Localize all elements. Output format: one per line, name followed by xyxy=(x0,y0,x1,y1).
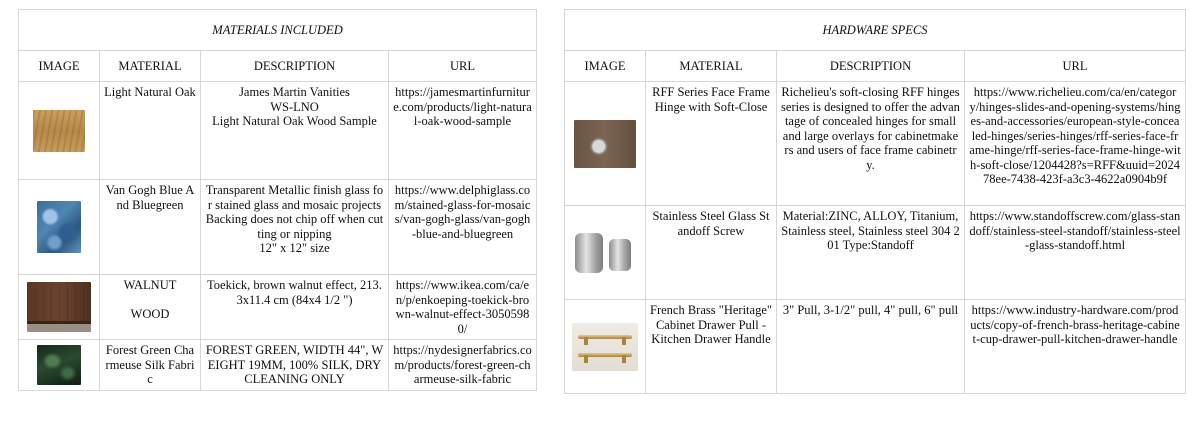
column-header-url: URL xyxy=(389,51,537,82)
walnut-toekick-swatch xyxy=(27,282,91,332)
url-link[interactable]: https://www.ikea.com/ca/en/p/enkoeping-toekick-brown-walnut-effect-30505980/ xyxy=(389,275,537,340)
material-cell: WALNUT WOOD xyxy=(100,275,201,340)
materials-included-table xyxy=(18,9,537,391)
column-header-material: MATERIAL xyxy=(100,51,201,82)
description-cell: Transparent Metallic finish glass for stained glass and mosaic projects Backing does not chip off when cutting or nipping 12" x 12" size xyxy=(201,180,389,275)
description-cell: 3" Pull, 3-1/2" pull, 4" pull, 6" pull xyxy=(777,300,965,394)
face-frame-hinge-photo xyxy=(574,120,636,168)
table-row xyxy=(565,300,1186,394)
material-cell: RFF Series Face Frame Hinge with Soft-Close xyxy=(646,82,777,206)
table-row xyxy=(19,180,537,275)
table-title: MATERIALS INCLUDED xyxy=(19,10,537,51)
url-link[interactable]: https://www.standoffscrew.com/glass-standoff/stainless-steel-standoff/stainless-steel-glass-standoff.html xyxy=(965,206,1186,300)
forest-green-silk-swatch xyxy=(37,345,81,385)
table-row xyxy=(19,275,537,340)
description-cell: Material:ZINC, ALLOY, Titanium, Stainless steel, Stainless steel 304 201 Type:Standoff xyxy=(777,206,965,300)
description-cell: Richelieu's soft-closing RFF hinges series is designed to offer the advantage of concealed hinges for small and large overlays for cabinetmakers and users of face frame cabinetry. xyxy=(777,82,965,206)
url-link[interactable]: https://nydesignerfabrics.com/products/forest-green-charmeuse-silk-fabric xyxy=(389,340,537,391)
material-cell: Van Gogh Blue And Bluegreen xyxy=(100,180,201,275)
material-cell: French Brass "Heritage" Cabinet Drawer Pull - Kitchen Drawer Handle xyxy=(646,300,777,394)
column-header-description: DESCRIPTION xyxy=(201,51,389,82)
table-title: HARDWARE SPECS xyxy=(565,10,1186,51)
material-cell: Forest Green Charmeuse Silk Fabric xyxy=(100,340,201,391)
table-row xyxy=(565,82,1186,206)
column-header-description: DESCRIPTION xyxy=(777,51,965,82)
table-row xyxy=(19,340,537,391)
standoff-screw-photo xyxy=(571,225,639,281)
brass-drawer-pull-photo xyxy=(572,323,638,371)
light-natural-oak-swatch xyxy=(33,110,85,152)
description-cell: Toekick, brown walnut effect, 213.3x11.4 cm (84x4 1/2 ") xyxy=(201,275,389,340)
material-cell: Stainless Steel Glass Standoff Screw xyxy=(646,206,777,300)
column-header-url: URL xyxy=(965,51,1186,82)
description-cell: James Martin Vanities WS-LNO Light Natural Oak Wood Sample xyxy=(201,82,389,180)
url-link[interactable]: https://www.richelieu.com/ca/en/category/hinges-slides-and-opening-systems/hinges-and-accessories/european-style-concealed-hinges/series-hinges/rff-series-face-frame-hinge/rff-series-face-frame-hinge-with-soft-close/1204428?s=RFF&uuid=202478ee-7438-423f-a3c3-4622a0904b9f xyxy=(965,82,1186,206)
material-cell: Light Natural Oak xyxy=(100,82,201,180)
description-cell: FOREST GREEN, WIDTH 44", WEIGHT 19MM, 100% SILK, DRY CLEANING ONLY xyxy=(201,340,389,391)
url-link[interactable]: https://www.industry-hardware.com/products/copy-of-french-brass-heritage-cabinet-cup-drawer-pull-kitchen-drawer-handle xyxy=(965,300,1186,394)
url-link[interactable]: https://www.delphiglass.com/stained-glass-for-mosaics/van-gogh-glass/van-gogh-blue-and-bluegreen xyxy=(389,180,537,275)
column-header-image: IMAGE xyxy=(19,51,100,82)
van-gogh-glass-swatch xyxy=(37,201,81,253)
column-header-image: IMAGE xyxy=(565,51,646,82)
hardware-specs-table xyxy=(564,9,1186,394)
table-row xyxy=(565,206,1186,300)
url-link[interactable]: https://jamesmartinfurniture.com/products/light-natural-oak-wood-sample xyxy=(389,82,537,180)
table-row xyxy=(19,82,537,180)
column-header-material: MATERIAL xyxy=(646,51,777,82)
